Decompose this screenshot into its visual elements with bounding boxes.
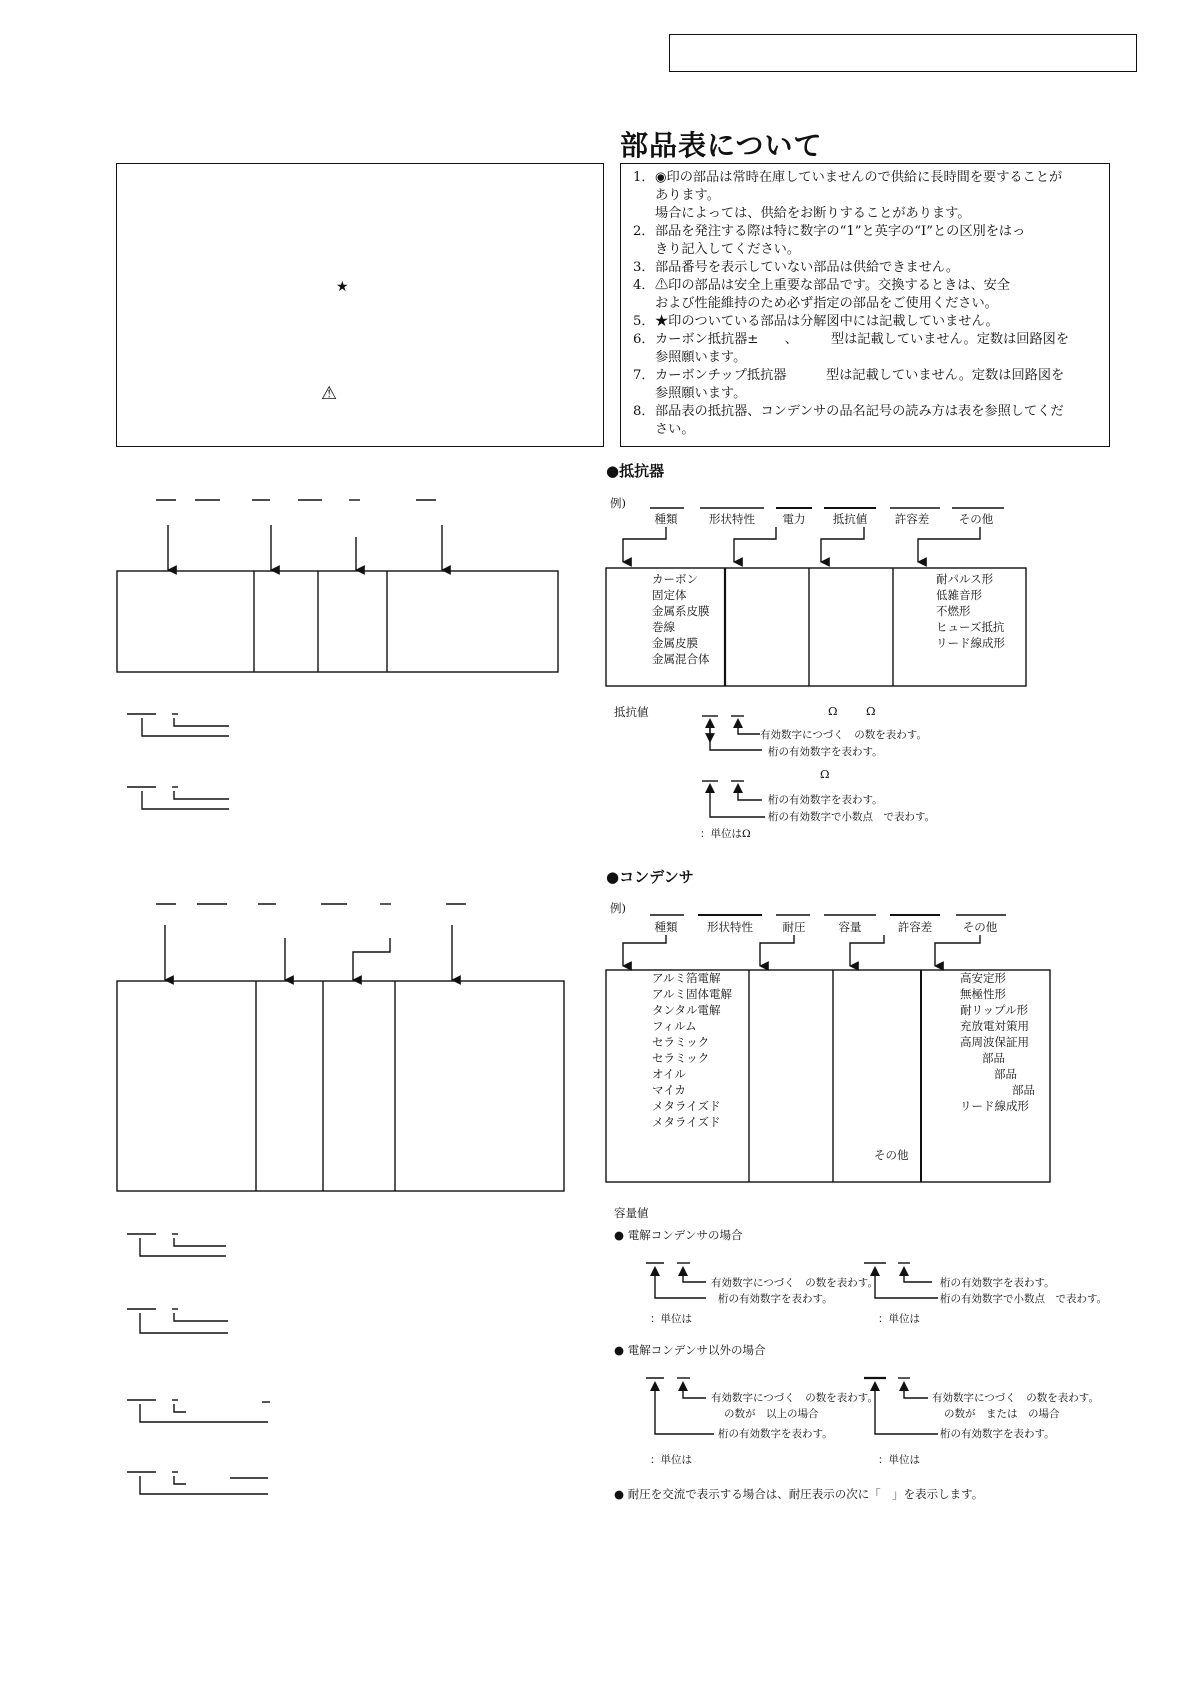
capacitor-header-other: その他 — [962, 920, 998, 934]
capacitor-header-type: 種類 — [654, 920, 678, 934]
capacitor-case-electrolytic: ● 電解コンデンサの場合 — [614, 1228, 743, 1242]
resistor-annotation-2: 桁の有効数字を表わす。 — [768, 746, 883, 758]
resistor-header-power: 電力 — [782, 512, 806, 526]
c2-unit-right: ：単位は — [878, 1454, 920, 1466]
resistor-header-type: 種類 — [654, 512, 678, 526]
note-text: ⚠印の部品は安全上重要な部品です。交換するときは、安全 — [655, 278, 1011, 293]
page-title: 部品表について — [620, 129, 823, 162]
note-text: 場合によっては、供給をお断りすることがあります。 — [655, 206, 971, 221]
resistor-header-other: その他 — [958, 512, 994, 526]
star-icon: ★ — [336, 279, 349, 295]
resistor-other-list: 耐パルス形 低雑音形 不燃形 ヒューズ抵抗 リード線成形 — [936, 572, 1005, 650]
capacitor-example-label: 例) — [610, 901, 626, 915]
note-number: 7． — [633, 368, 655, 383]
note-number: 1． — [633, 170, 655, 185]
arrow-head — [678, 1266, 688, 1276]
resistor-header-shape: 形状特性 — [709, 512, 755, 526]
resistor-annotation-3: 桁の有効数字を表わす。 — [768, 794, 883, 806]
note-text: 部品を発注する際は特に数字の“1”と英字の“I”との区別をはっ — [655, 224, 1026, 239]
arrow-head — [705, 783, 715, 793]
c2-annotation-1: 有効数字につづく の数を表わす。 — [711, 1392, 878, 1404]
arrow-head — [899, 1381, 909, 1391]
note-text: および性能維持のため必ず指定の部品をご使用ください。 — [655, 296, 998, 311]
note-text: あります。 — [655, 188, 720, 203]
note-text: ◉印の部品は常時在庫していませんので供給に長時間を要することが — [655, 170, 1063, 185]
note-number: 2． — [633, 224, 655, 239]
ac-voltage-note: ● 耐圧を交流で表示する場合は、耐圧表示の次に「 」を表示します。 — [614, 1487, 984, 1501]
warning-icon: ⚠ — [321, 383, 338, 404]
ohm-symbol-1: Ω — [828, 704, 838, 718]
capacitor-tolerance-other: その他 — [874, 1148, 909, 1162]
arrow-head — [678, 1381, 688, 1391]
resistor-value-label: 抵抗値 — [614, 705, 649, 719]
note-text: カーボンチップ抵抗器 型は記載していません。定数は回路図を — [655, 368, 1065, 383]
note-number: 8． — [633, 404, 655, 419]
c2-annotation-5: の数が または の場合 — [944, 1408, 1060, 1420]
c1-annotation-1: 有効数字につづく の数を表わす。 — [711, 1277, 878, 1289]
resistor-heading: ●抵抗器 — [606, 462, 665, 480]
note-number: 6． — [633, 332, 655, 347]
note-text: カーボン抵抗器± 、 型は記載していません。定数は回路図を — [655, 332, 1070, 347]
resistor-type-list: カーボン 固定体 金属系皮膜 巻線 金属皮膜 金属混合体 — [652, 572, 710, 666]
note-number: 5． — [633, 314, 655, 329]
resistor-annotation-1: 有効数字につづく の数を表わす。 — [760, 729, 927, 741]
note-number: 4． — [633, 278, 655, 293]
ohm-symbol-2: Ω — [866, 704, 876, 718]
arrow-head — [705, 718, 715, 728]
note-text: ★印のついている部品は分解図中には記載していません。 — [655, 314, 999, 329]
note-text: 参照願います。 — [655, 386, 747, 401]
c2-unit-left: ：単位は — [650, 1454, 692, 1466]
capacitor-type-list: アルミ箔電解 アルミ固体電解 タンタル電解 フィルム セラミック セラミック オイル マイカ メタライズド メタライズド — [652, 971, 733, 1129]
capacitor-header-voltage: 耐圧 — [782, 920, 806, 934]
note-text: 部品番号を表示していない部品は供給できません。 — [655, 260, 960, 275]
note-text: 部品表の抵抗器、コンデンサの品名記号の読み方は表を参照してくだ — [655, 404, 1064, 419]
c1-annotation-4: 桁の有効数字で小数点 で表わす。 — [940, 1293, 1108, 1305]
arrow-head — [899, 1266, 909, 1276]
note-text: さい。 — [655, 422, 695, 437]
capacitor-header-shape: 形状特性 — [707, 920, 753, 934]
arrow-head — [733, 718, 743, 728]
resistor-unit: ：単位はΩ — [700, 828, 751, 840]
ohm-symbol-3: Ω — [820, 767, 830, 781]
arrow-head — [870, 1381, 880, 1391]
resistor-header-tolerance: 許容差 — [894, 512, 930, 526]
c2-annotation-6: 桁の有効数字を表わす。 — [940, 1428, 1055, 1440]
c2-annotation-3: 桁の有効数字を表わす。 — [718, 1428, 833, 1440]
capacitor-header-tolerance: 許容差 — [897, 920, 933, 934]
c2-annotation-2: の数が 以上の場合 — [724, 1408, 819, 1420]
c1-unit-left: ：単位は — [650, 1313, 692, 1325]
resistor-header-value: 抵抗値 — [832, 512, 868, 526]
arrow-head — [733, 783, 743, 793]
capacitor-value-label: 容量値 — [614, 1206, 649, 1220]
note-number: 3． — [633, 260, 655, 275]
c1-annotation-3: 桁の有効数字を表わす。 — [940, 1277, 1055, 1289]
c1-annotation-2: 桁の有効数字を表わす。 — [718, 1293, 833, 1305]
arrow-head — [870, 1266, 880, 1276]
note-text: きり記入してください。 — [655, 242, 801, 257]
capacitor-header-capacity: 容量 — [838, 920, 862, 934]
arrow-head — [650, 1266, 660, 1276]
capacitor-heading: ●コンデンサ — [606, 868, 694, 886]
c1-unit-right: ：単位は — [878, 1313, 920, 1325]
arrow-head — [650, 1381, 660, 1391]
resistor-annotation-4: 桁の有効数字で小数点 で表わす。 — [768, 811, 936, 823]
resistor-example-label: 例) — [610, 496, 626, 510]
capacitor-other-list: 高安定形 無極性形 耐リップル形 充放電対策用 高周波保証用 部品 部品 部品 リード線成形 — [960, 971, 1035, 1113]
note-text: 参照願います。 — [655, 350, 747, 365]
c2-annotation-4: 有効数字につづく の数を表わす。 — [932, 1392, 1099, 1404]
capacitor-case-non-electrolytic: ● 電解コンデンサ以外の場合 — [614, 1343, 766, 1357]
